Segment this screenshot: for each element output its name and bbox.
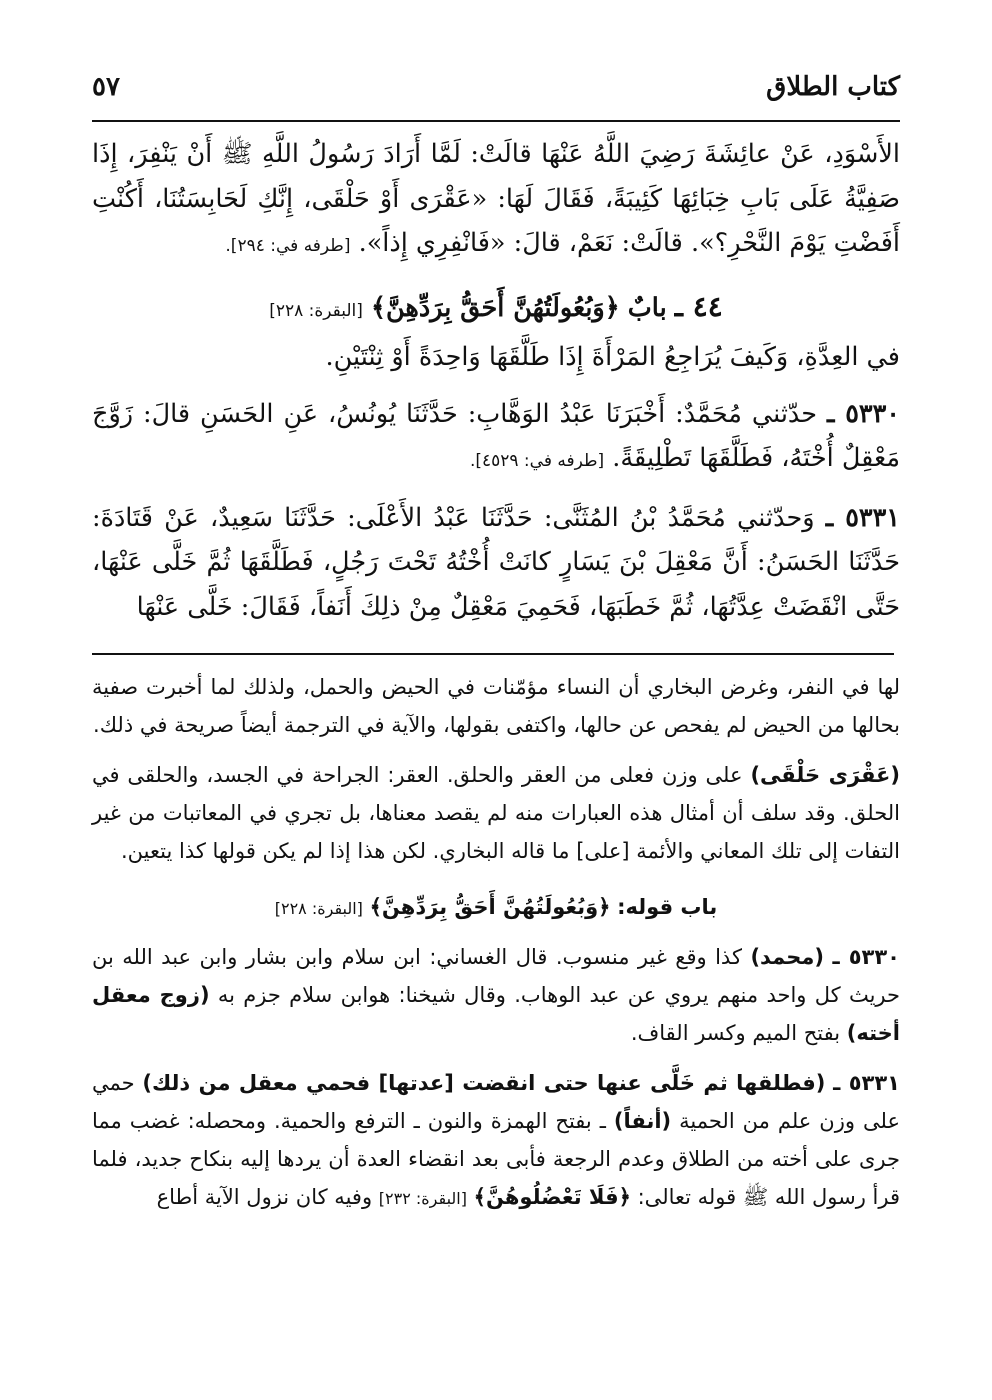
hadith-5331-number: ٥٣٣١ ـ — [825, 502, 900, 533]
page-header — [92, 72, 900, 112]
note-5331-term-2: (أنفاً) — [613, 1109, 672, 1133]
note-5331-quran: ﴿فَلَا تَعْضُلُوهُنَّ﴾ — [473, 1185, 631, 1209]
book-title: كتاب الطلاق — [766, 72, 900, 102]
note-5330 — [92, 938, 900, 1052]
hadith-continuation — [92, 132, 900, 269]
note-chapter-heading — [92, 888, 900, 928]
note-5330-term-2: (زوج معقل أخته) — [92, 983, 900, 1045]
note-5331-ref: [البقرة: ٢٣٢] — [378, 1189, 467, 1208]
note-5330-term: (محمد) — [750, 945, 824, 969]
commentary — [92, 668, 900, 1218]
chapter-quran: ﴿وَبُعُولَتُهُنَّ أَحَقُّ بِرَدِّهِنَّ﴾ — [371, 292, 620, 323]
hadith-5331-text: وَحدّثني مُحَمَّدُ بْنُ المُثَنَّى: حَدَّثَنَا عَبْدُ الأَعْلَى: حَدَّثَنَا سَعِيدٌ، عَنْ قَتَادَةَ: حَدَّثَنَا الحَسَنُ: أَنَّ مَعْقِلَ بْنَ يَسَارٍ كانَتْ أُخْتُهُ تَحْتَ رَجُلٍ، فَطَلَّقَهَا ثُمَّ خَلَّى عَنْهَا، حَتَّى انْقَضَتْ عِدَّتُهَا، ثُمَّ خَطَبَهَا، فَحَمِيَ مَعْقِلٌ مِنْ ذلِكَ أَنَفاً، فَقَالَ: خَلَّى عَنْهَا — [92, 502, 900, 622]
note-chapter-quran: ﴿وَبُعُولَتُهُنَّ أَحَقُّ بِرَدِّهِنَّ﴾ — [369, 895, 611, 919]
note-5330-text: كذا وقع غير منسوب. قال الغساني: ابن سلام وابن بشار وابن عبد الله بن حريث كل واحد منهم يروي عن عبد الوهاب. وقال شيخنا: هوابن سلام جزم به — [92, 945, 900, 1007]
note-5330-text-2: بفتح الميم وكسر القاف. — [630, 1021, 841, 1045]
note-5331-text-2: ـ بفتح الهمزة والنون ـ الترفع والحمية. ومحصله: غضب مما جرى على أخته من الطلاق وعدم الرجعة فأبى بعد انقضاء العدة أن يردها إليه بنكاح جديد، فلما قرأ رسول الله ﷺ قوله تعالى: — [92, 1109, 900, 1209]
main-text — [92, 132, 900, 629]
note-5331-number: ٥٣٣١ ـ — [833, 1071, 900, 1095]
note-2-term: (عَقْرَى حَلْقَى) — [750, 763, 900, 787]
note-paragraph-2 — [92, 756, 900, 870]
hadith-prev-text: الأَسْوَدِ، عَنْ عائِشَةَ رَضِيَ اللَّهُ عَنْهَا قالَتْ: لَمَّا أَرَادَ رَسُولُ اللَّهِ ﷺ أَنْ يَنْفِرَ، إِذَا صَفِيَّةُ عَلَى بَابِ خِبَائِهَا كَئِيبَةً، فَقَالَ لَهَا: «عَقْرَى أَوْ حَلْقَى، إِنَّكِ لَحَابِسَتُنَا، أَكُنْتِ أَفَضْتِ يَوْمَ النَّحْرِ؟». قالَتْ: نَعَمْ، قالَ: «فَانْفِرِي إِذاً». — [92, 139, 900, 258]
hadith-5330-text: حدّثني مُحَمَّدٌ: أَخْبَرَنَا عَبْدُ الوَهَّابِ: حَدَّثَنَا يُونُسُ، عَنِ الحَسَنِ قالَ: زَوَّجَ مَعْقِلٌ أُخْتَهُ، فَطَلَّقَهَا تَطْلِيقَةً. — [92, 398, 900, 473]
page-number: ٥٧ — [92, 72, 120, 102]
chapter-heading — [92, 285, 900, 334]
hadith-5330 — [92, 392, 900, 484]
chapter-ref: [البقرة: ٢٢٨] — [269, 300, 363, 321]
hadith-5330-number: ٥٣٣٠ ـ — [827, 398, 900, 429]
note-paragraph-1: لها في النفر، وغرض البخاري أن النساء مؤمّنات في الحيض والحمل، ولذلك لما أخبرت صفية بحالها من الحيض لم يفحص عن حالها، واكتفى بقولها، والآية في الترجمة أيضاً صريحة في ذلك. — [92, 675, 900, 737]
chapter-bab: بابٌ — [627, 292, 667, 323]
hadith-prev-ref: [طرفه في: ٢٩٤]. — [225, 236, 351, 256]
note-chapter-bab: باب قوله: — [617, 895, 718, 919]
hadith-5331 — [92, 496, 900, 630]
note-5331 — [92, 1064, 900, 1218]
note-5331-text: حمي على وزن علم من الحمية — [92, 1071, 900, 1133]
hadith-5330-ref: [طرفه في: ٤٥٢٩]. — [469, 451, 605, 471]
chapter-number: ٤٤ ـ — [674, 289, 723, 323]
note-5330-number: ٥٣٣٠ ـ — [832, 945, 901, 969]
note-5331-text-3: وفيه كان نزول الآية أطاع — [156, 1185, 373, 1209]
note-chapter-ref: [البقرة: ٢٢٨] — [274, 899, 363, 918]
note-2-text: على وزن فعلى من العقر والحلق. العقر: الجراحة في الجسد، والحلقى في الحلق. وقد سلف أن أمثال هذه العبارات منه لم يقصد معناها، بل تجري في المعاتبات من غير التفات إلى تلك المعاني والأئمة [على] ما قاله البخاري. لكن هذا إذا لم يكن قولها كذا يتعين. — [92, 763, 900, 863]
chapter-subtitle: في العِدَّةِ، وَكَيفَ يُرَاجِعُ المَرْأَةَ إِذَا طَلَّقَهَا وَاحِدَةً أَوْ ثِنْتَيْنِ. — [325, 342, 900, 372]
header-rule — [92, 120, 900, 122]
note-5331-term: (فطلقها ثم خَلَّى عنها حتى انقضت [عدتها] فحمي معقل من ذلك) — [142, 1071, 826, 1095]
footnote-divider — [92, 653, 894, 655]
